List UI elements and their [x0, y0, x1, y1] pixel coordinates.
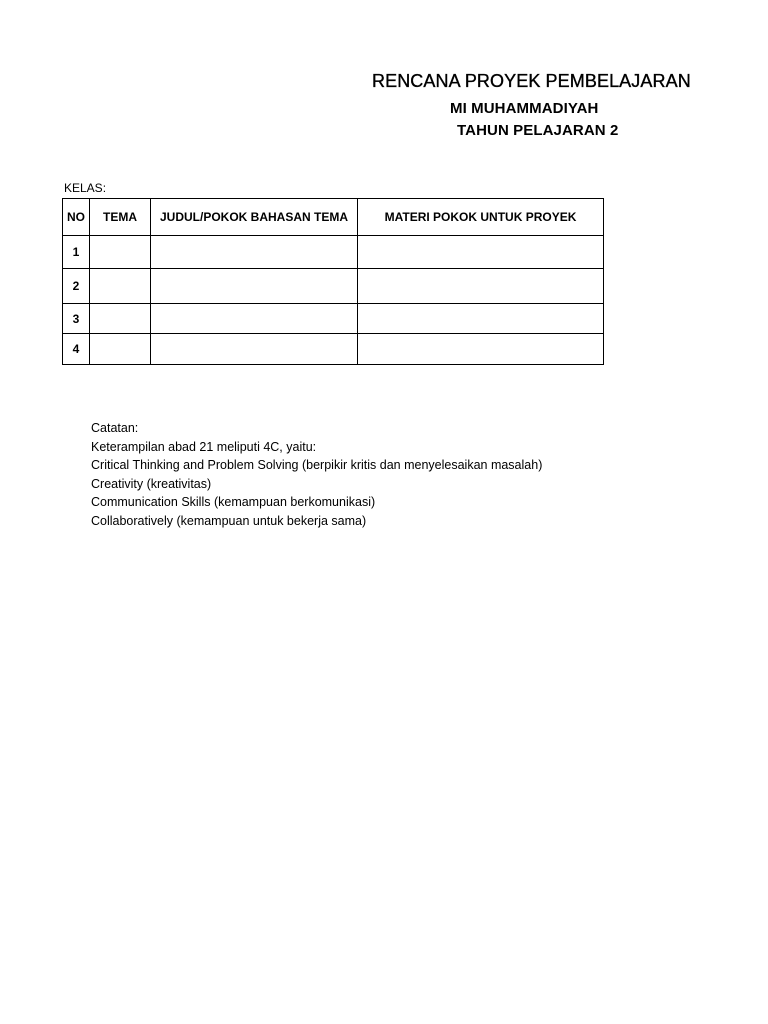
materi-cell — [358, 304, 604, 334]
row-number: 2 — [63, 269, 90, 304]
row-number: 4 — [63, 334, 90, 365]
kelas-label: KELAS: — [64, 181, 107, 195]
notes-line: Collaboratively (kemampuan untuk bekerja sama) — [91, 513, 367, 528]
tema-cell — [90, 334, 151, 365]
tema-cell — [90, 236, 151, 269]
materi-cell — [358, 236, 604, 269]
tema-cell — [90, 304, 151, 334]
row-number: 3 — [63, 304, 90, 334]
academic-year: TAHUN PELAJARAN 2 — [457, 122, 619, 139]
header-materi: MATERI POKOK UNTUK PROYEK — [358, 199, 604, 236]
notes-line: Creativity (kreativitas) — [91, 476, 212, 491]
table-row — [63, 304, 604, 334]
judul-cell — [151, 304, 358, 334]
row-number: 1 — [63, 236, 90, 269]
materi-cell — [358, 269, 604, 304]
table-header-row — [63, 199, 604, 236]
notes-heading: Catatan: — [91, 421, 139, 435]
notes-line: Critical Thinking and Problem Solving (berpikir kritis dan menyelesaikan masalah) — [91, 458, 543, 473]
table-row — [63, 269, 604, 304]
header-no: NO — [63, 199, 90, 236]
notes-line: Communication Skills (kemampuan berkomunikasi) — [91, 495, 376, 510]
header-judul: JUDUL/POKOK BAHASAN TEMA — [151, 199, 358, 236]
project-plan-table — [62, 198, 604, 365]
materi-cell — [358, 334, 604, 365]
notes-section — [91, 419, 542, 531]
school-name: MI MUHAMMADIYAH — [450, 100, 599, 117]
document-title: RENCANA PROYEK PEMBELAJARAN — [372, 71, 691, 91]
tema-cell — [90, 269, 151, 304]
judul-cell — [151, 269, 358, 304]
judul-cell — [151, 236, 358, 269]
notes-line: Keterampilan abad 21 meliputi 4C, yaitu: — [91, 439, 317, 454]
table-row — [63, 334, 604, 365]
header-tema: TEMA — [90, 199, 151, 236]
judul-cell — [151, 334, 358, 365]
table-row — [63, 236, 604, 269]
